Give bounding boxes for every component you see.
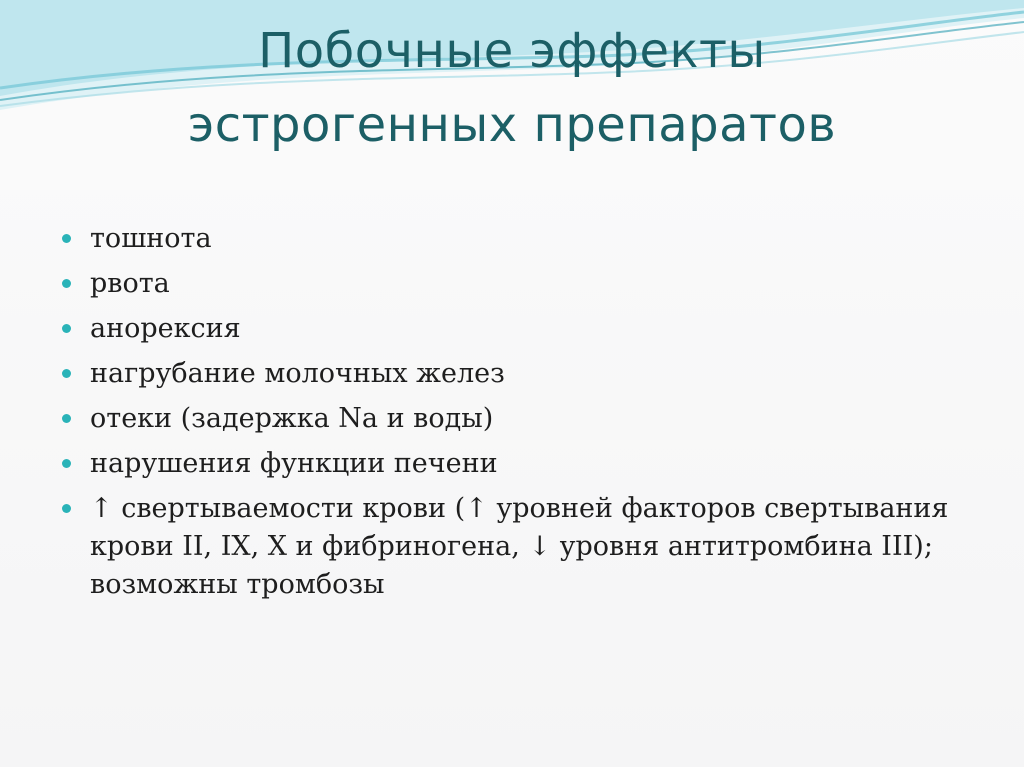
bullet-dot-icon [62,459,71,468]
title-line-1: Побочные эффекты [258,23,766,79]
bullet-dot-icon [62,234,71,243]
bullet-item [62,310,962,348]
bullet-item [62,445,962,483]
title-line-2: эстрогенных препаратов [187,97,837,153]
bullet-item [62,220,962,258]
bullet-dot-icon [62,414,71,423]
bullet-text: тошнота [90,223,212,254]
bullet-text: ↑ свертываемости крови (↑ уровней факторов свертывания крови II, IX, X и фибриногена, ↓ уровня антитромбина III); возможны тромбозы [90,493,949,600]
bullet-text: нарушения функции печени [90,448,498,479]
bullet-item [62,490,962,604]
bullet-dot-icon [62,279,71,288]
bullet-dot-icon [62,369,71,378]
bullet-dot-icon [62,504,71,513]
bullet-item [62,265,962,303]
bullet-text: нагрубание молочных желез [90,358,505,389]
bullet-item [62,355,962,393]
bullet-list [62,220,962,611]
slide-title [0,14,1024,162]
bullet-text: рвота [90,268,170,299]
bullet-dot-icon [62,324,71,333]
bullet-text: анорексия [90,313,241,344]
bullet-text: отеки (задержка Na и воды) [90,403,494,434]
bullet-item [62,400,962,438]
